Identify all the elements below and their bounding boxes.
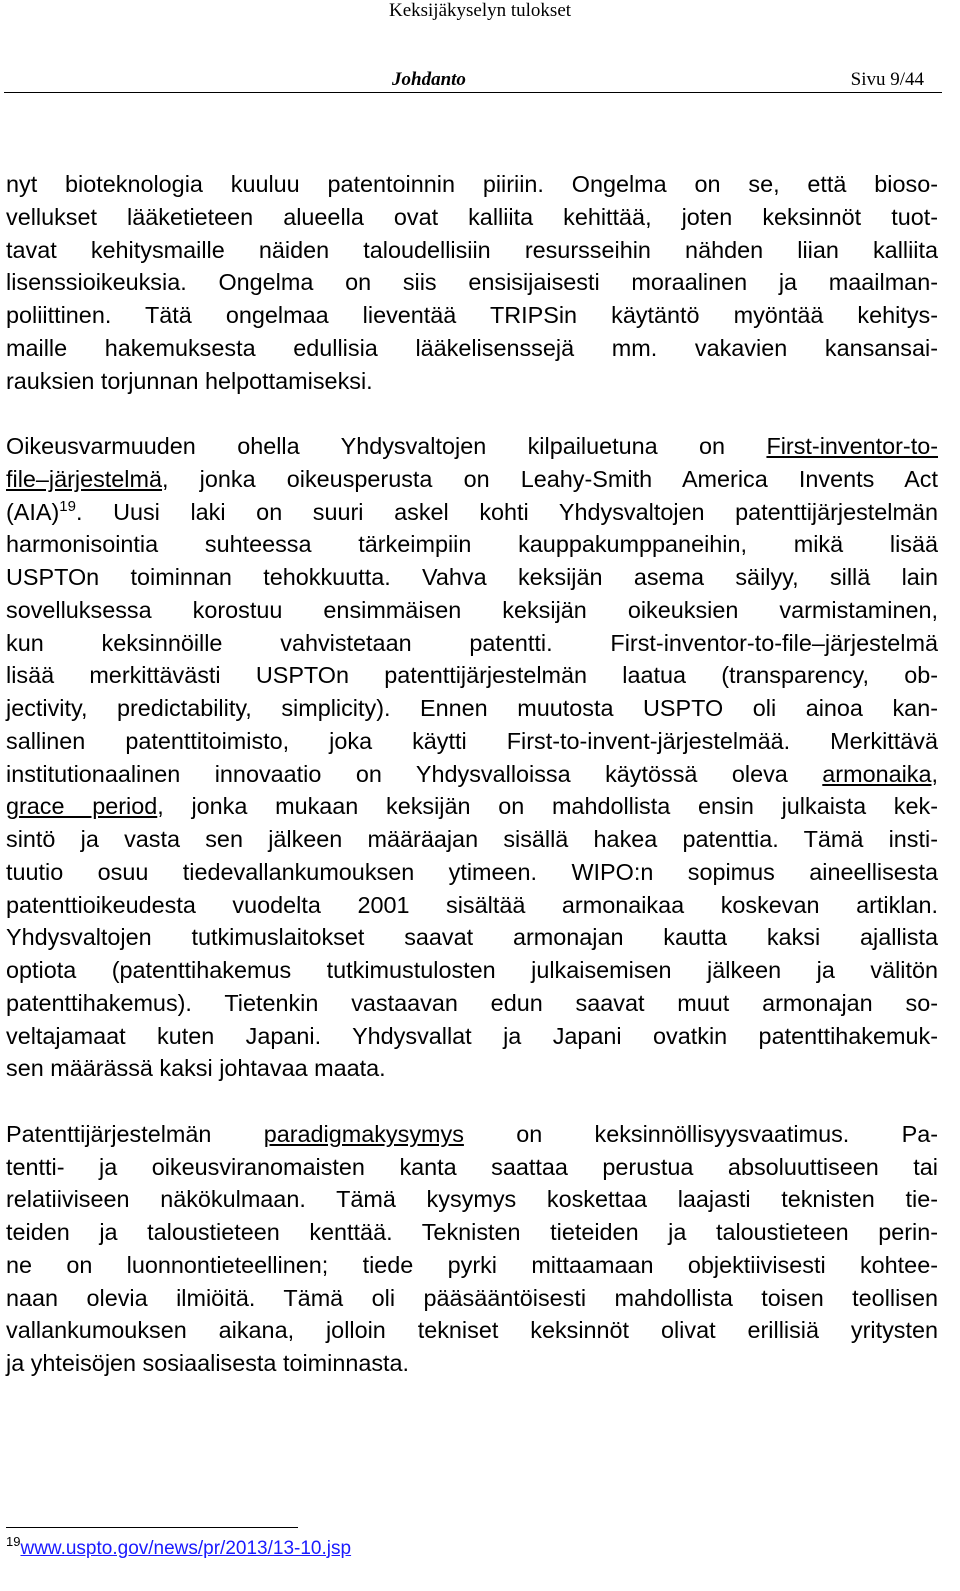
text-line: tuutio osuu tiedevallankumouksen ytimeen. WIPO:n sopimus aineellisesta — [6, 858, 938, 885]
text-line: lisenssioikeuksia. Ongelma on siis ensisijaisesti moraalinen ja maailman- — [6, 269, 938, 296]
text-line: tavat kehitysmaille näiden taloudellisiin resursseihin nähden liian kalliita — [6, 236, 938, 263]
text-line: sovelluksessa korostuu ensimmäisen keksijän oikeuksien varmistaminen, — [6, 596, 938, 623]
text-line: optiota (patenttihakemus tutkimustulosten julkaisemisen jälkeen ja välitön — [6, 957, 938, 983]
text-line: rauksien torjunnan helpottamiseksi. — [6, 367, 373, 394]
text-line: sintö ja vasta sen jälkeen määräajan sisällä hakea patenttia. Tämä insti- — [6, 826, 938, 852]
chapter-title: Johdanto — [392, 69, 466, 90]
footnote-reference[interactable]: 19 — [59, 497, 76, 515]
grace-period-link[interactable]: grace period — [6, 793, 158, 820]
text-line: nyt bioteknologia kuuluu patentoinnin piiriin. Ongelma on se, että bioso- — [6, 171, 938, 197]
text-line: naan olevia ilmiöitä. Tämä oli pääsääntöisesti mahdollista toisen teollisen — [6, 1284, 938, 1311]
paragraph-1 — [6, 168, 938, 397]
text-line — [6, 758, 938, 791]
text-line: patenttioikeudesta vuodelta 2001 sisältää armonaikaa koskevan artiklan. — [6, 891, 938, 918]
document-body — [6, 168, 938, 1380]
paragraph-gap — [6, 1085, 938, 1118]
text-line: veltajamaat kuten Japani. Yhdysvallat ja Japani ovatkin patenttihakemuk- — [6, 1022, 938, 1049]
footnote-link[interactable]: www.uspto.gov/news/pr/2013/13-10.jsp — [20, 1538, 352, 1559]
text-line — [6, 430, 938, 463]
text-line: maille hakemuksesta edullisia lääkelisenssejä mm. vakavien kansansai- — [6, 334, 938, 361]
footnote-number: 19 — [6, 1534, 21, 1549]
text-line: sen määrässä kaksi johtavaa maata. — [6, 1055, 386, 1082]
text-line: harmonisointia suhteessa tärkeimpiin kauppakumppaneihin, mikä lisää — [6, 531, 938, 558]
text-span: Oikeusvarmuuden ohella Yhdysvaltojen kilpailuetuna on — [6, 433, 767, 459]
text-span: , jonka mukaan keksijän on mahdollista ensin julkaista kek- — [157, 793, 938, 820]
first-inventor-to-file-link[interactable]: First-inventor-to- — [766, 433, 938, 459]
text-span: on keksinnöllisyysvaatimus. Pa- — [463, 1120, 938, 1147]
text-line: vellukset lääketieteen alueella ovat kalliita kehittää, joten keksinnöt tuot- — [6, 203, 938, 230]
running-header — [0, 68, 924, 92]
header-divider — [4, 92, 942, 93]
text-line: jectivity, predictability, simplicity). Ennen muutosta USPTO oli ainoa kan- — [6, 695, 938, 721]
text-line: ja yhteisöjen sosiaalisesta toiminnasta. — [6, 1350, 410, 1376]
page-number: Sivu 9/44 — [850, 69, 924, 90]
first-inventor-to-file-link-cont[interactable]: file–järjestelmä — [6, 465, 163, 492]
text-line — [6, 1118, 938, 1151]
document-title: Keksijäkyselyn tulokset — [388, 0, 572, 21]
text-span: (AIA) — [6, 498, 60, 525]
text-span: , jonka oikeusperusta on Leahy-Smith America Invents Act — [162, 465, 938, 492]
text-line — [6, 790, 938, 823]
text-span: . Uusi laki on suuri askel kohti Yhdysvaltojen patenttijärjestelmän — [75, 498, 938, 525]
footnote — [6, 1534, 352, 1560]
paragraph-2 — [6, 430, 938, 1085]
paradigmakysymys-link[interactable]: paradigmakysymys — [263, 1120, 464, 1147]
text-line: lisää merkittävästi USPTOn patenttijärjestelmän laatua (transparency, ob- — [6, 662, 938, 689]
text-span: institutionaalinen innovaatio on Yhdysvalloissa käytössä oleva — [6, 760, 823, 787]
text-line: sallinen patenttitoimisto, joka käytti First-to-invent-järjestelmää. Merkittävä — [6, 727, 938, 754]
text-line: kun keksinnöille vahvistetaan patentti. First-inventor-to-file–järjestelmä — [6, 629, 938, 656]
text-line: relatiiviseen näkökulmaan. Tämä kysymys koskettaa laajasti teknisten tie- — [6, 1186, 938, 1213]
text-span: Patenttijärjestelmän — [6, 1120, 264, 1147]
paragraph-gap — [6, 397, 938, 430]
text-line: Yhdysvaltojen tutkimuslaitokset saavat armonajan kautta kaksi ajallista — [6, 924, 938, 951]
footnote-divider — [6, 1527, 298, 1528]
text-line: ne on luonnontieteellinen; tiede pyrki mittaamaan objektiivisesti kohtee- — [6, 1251, 938, 1278]
text-line: USPTOn toiminnan tehokkuutta. Vahva keksijän asema säilyy, sillä lain — [6, 564, 938, 590]
text-line: patenttihakemus). Tietenkin vastaavan edun saavat muut armonajan so- — [6, 989, 938, 1016]
text-line — [6, 463, 938, 496]
text-line: tentti- ja oikeusviranomaisten kanta saattaa perustua absoluuttiseen tai — [6, 1153, 938, 1180]
text-line: poliittinen. Tätä ongelmaa lieventää TRIPSin käytäntö myöntää kehitys- — [6, 302, 938, 328]
text-line — [6, 496, 938, 529]
text-line: teiden ja taloustieteen kenttää. Teknisten tieteiden ja taloustieteen perin- — [6, 1219, 938, 1245]
paragraph-3 — [6, 1118, 938, 1380]
text-line: vallankumouksen aikana, jolloin tekniset keksinnöt olivat erillisiä yritysten — [6, 1317, 938, 1344]
armonaika-link[interactable]: armonaika, — [822, 760, 938, 787]
